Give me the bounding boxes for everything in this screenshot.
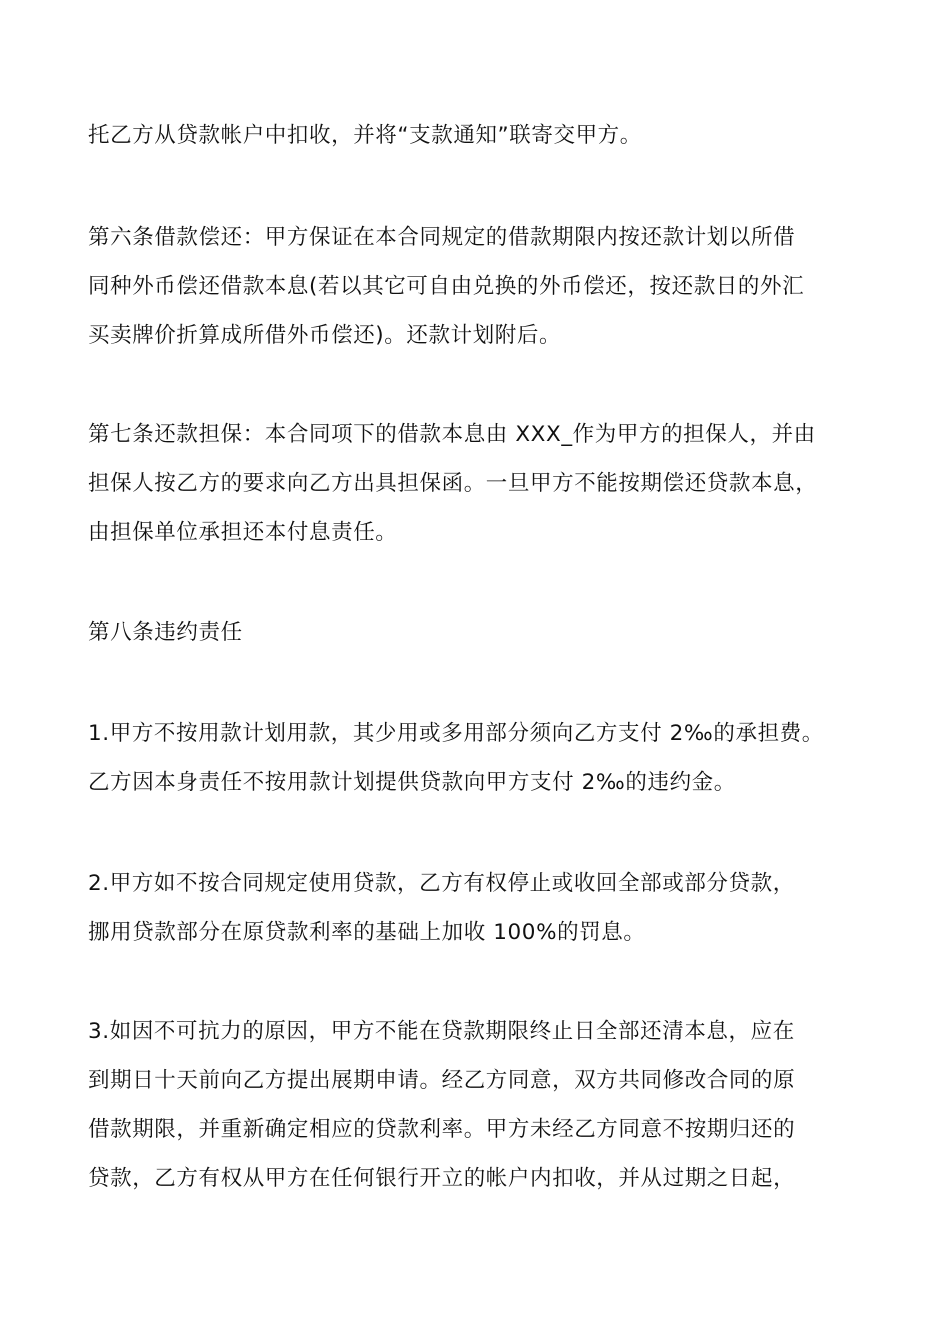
text-line: 由担保单位承担还本付息责任。	[88, 520, 398, 545]
text-line: 挪用贷款部分在原贷款利率的基础上加收 100%的罚息。	[88, 920, 646, 945]
section-heading: 第八条违约责任	[88, 620, 243, 645]
paragraph-article-8-heading	[88, 608, 868, 657]
paragraph-clause-3	[88, 1007, 868, 1203]
text-line: 同种外币偿还借款本息(若以其它可自由兑换的外币偿还，按还款日的外汇	[88, 274, 805, 299]
text-line: 担保人按乙方的要求向乙方出具担保函。一旦甲方不能按期偿还贷款本息，	[88, 471, 818, 496]
text-line: 买卖牌价折算成所借外币偿还)。还款计划附后。	[88, 323, 562, 348]
paragraph-clause-2	[88, 859, 868, 957]
text-line: 第七条还款担保：本合同项下的借款本息由 XXX_作为甲方的担保人，并由	[88, 422, 816, 447]
text-line: 借款期限，并重新确定相应的贷款利率。甲方未经乙方同意不按期归还的	[88, 1117, 796, 1142]
paragraph-clause-1	[88, 709, 868, 807]
text-line: 托乙方从贷款帐户中扣收，并将“支款通知”联寄交甲方。	[88, 123, 642, 148]
text-line: 2.甲方如不按合同规定使用贷款，乙方有权停止或收回全部或部分贷款，	[88, 871, 795, 896]
paragraph-deduction-notice	[88, 111, 868, 160]
text-line: 3.如因不可抗力的原因，甲方不能在贷款期限终止日全部还清本息，应在	[88, 1019, 795, 1044]
text-line: 到期日十天前向乙方提出展期申请。经乙方同意，双方共同修改合同的原	[88, 1068, 796, 1093]
text-line: 贷款，乙方有权从甲方在任何银行开立的帐户内扣收，并从过期之日起，	[88, 1166, 796, 1191]
text-line: 第六条借款偿还：甲方保证在本合同规定的借款期限内按还款计划以所借	[88, 225, 796, 250]
text-line: 乙方因本身责任不按用款计划提供贷款向甲方支付 2‰的违约金。	[88, 770, 736, 795]
text-line: 1.甲方不按用款计划用款，其少用或多用部分须向乙方支付 2‰的承担费。	[88, 721, 824, 746]
paragraph-article-7-guarantee	[88, 410, 868, 557]
paragraph-article-6-repayment	[88, 213, 868, 360]
